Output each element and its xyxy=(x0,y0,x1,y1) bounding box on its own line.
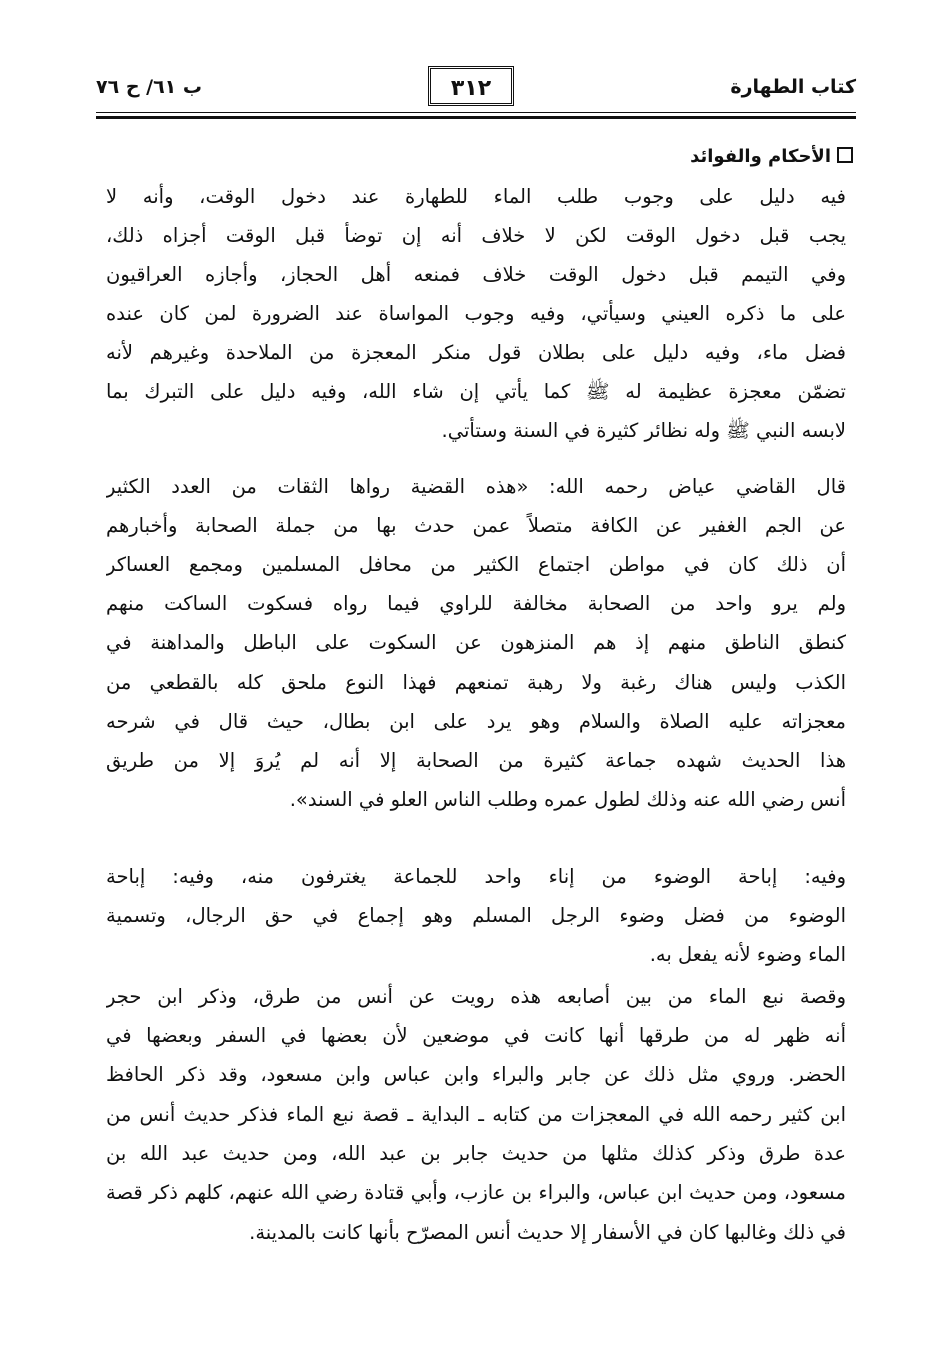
text-line: ولم يرو واحد من الصحابة مخالفة للراوي فيما رواه فسكوت الساكت منهم xyxy=(106,592,846,615)
text-line: كنطق الناطق منهم إذ هم المنزهون عن السكوت على الباطل والمداهنة في xyxy=(106,631,846,654)
text-line: الحضر. وروي مثل ذلك عن جابر والبراء وابن عباس وابن مسعود، وقد ذكر الحافظ xyxy=(106,1063,846,1086)
chapter-reference: ب ٦١/ ح ٧٦ xyxy=(96,76,202,98)
text-line: الوضوء من فضل وضوء الرجل المسلم وهو إجماع في حق الرجال، وتسمية xyxy=(106,904,846,927)
text-line: لابسه النبي ﷺ وله نظائر كثيرة في السنة وستأتي. xyxy=(441,419,846,442)
text-line: الكذب وليس هناك رغبة ولا رهبة تمنعهم فهذا النوع ملحق كله بالقطعي من xyxy=(106,671,846,694)
section-title: الأحكام والفوائد xyxy=(690,146,831,167)
text-line: وفيه: إباحة الوضوء من إناء واحد للجماعة يغترفون منه، وفيه: إباحة xyxy=(106,865,846,888)
square-bullet-icon xyxy=(837,147,853,163)
text-line: مسعود، ومن حديث ابن عباس، والبراء بن عازب، وأبي قتادة رضي الله عنهم، كلهم ذكر قصة xyxy=(106,1181,846,1204)
text-line: ابن كثير رحمه الله في المعجزات من كتابه ـ البداية ـ قصة نبع الماء فذكر حديث أنس من xyxy=(106,1103,846,1126)
text-line: على ما ذكره العيني وسيأتي، وفيه وجوب المواساة عند الضرورة لمن كان عنده xyxy=(106,302,846,325)
text-line: معجزاته عليه الصلاة والسلام وهو يرد على ابن بطال، حيث قال في شرحه xyxy=(106,710,846,733)
text-line: أنه ظهر له من طرقها أنها كانت في موضعين لأن بعضها في السفر وبعضها في xyxy=(106,1024,846,1047)
text-line: يجب قبل دخول الوقت لكن لا خلاف أنه إن توضأ قبل الوقت أجزاه ذلك، xyxy=(106,224,846,247)
text-line: عن الجم الغفير عن الكافة متصلاً عمن حدث بها من جملة الصحابة وأخبارهم xyxy=(106,514,846,537)
section-heading xyxy=(690,146,853,167)
page-header xyxy=(96,70,856,110)
text-line: فيه دليل على وجوب طلب الماء للطهارة عند دخول الوقت، وأنه لا xyxy=(106,185,846,208)
text-line: الماء وضوء لأنه يفعل به. xyxy=(649,943,846,966)
text-line: وفي التيمم قبل دخول الوقت خلاف فمنعه أهل الحجاز، وأجازه العراقيون xyxy=(106,263,846,286)
text-line: تضمّن معجزة عظيمة له ﷺ كما يأتي إن شاء الله، وفيه دليل على التبرك بما xyxy=(106,380,846,403)
text-line: أن ذلك كان في مواطن اجتماع الكثير من محافل المسلمين ومجمع العساكر xyxy=(106,553,846,576)
text-line: عدة طرق وذكر كذلك مثلها من حديث جابر بن عبد الله، ومن حديث عبد الله بن xyxy=(106,1142,846,1165)
text-line: وقصة نبع الماء من بين أصابعه هذه رويت عن أنس من طرق، وذكر ابن حجر xyxy=(106,985,846,1008)
book-title: كتاب الطهارة xyxy=(730,76,856,98)
header-rule-thin xyxy=(96,112,856,113)
text-line: هذا الحديث شهده جماعة كثيرة من الصحابة إلا أنه لم يُروَ إلا من طريق xyxy=(106,749,846,772)
text-line: أنس رضي الله عنه وذلك لطول عمره وطلب الناس العلو في السند». xyxy=(289,788,846,811)
text-line: في ذلك وغالبها كان في الأسفار إلا حديث أنس المصرّح بأنها كانت بالمدينة. xyxy=(249,1221,846,1244)
text-line: قال القاضي عياض رحمه الله: «هذه القضية رواها الثقات من العدد الكثير xyxy=(106,475,846,498)
header-rule-thick xyxy=(96,116,856,119)
text-line: فضل ماء، وفيه دليل على بطلان قول منكر المعجزة من الملاحدة وغيرهم لأنه xyxy=(106,341,846,364)
page-number: ٣١٢ xyxy=(428,66,514,106)
